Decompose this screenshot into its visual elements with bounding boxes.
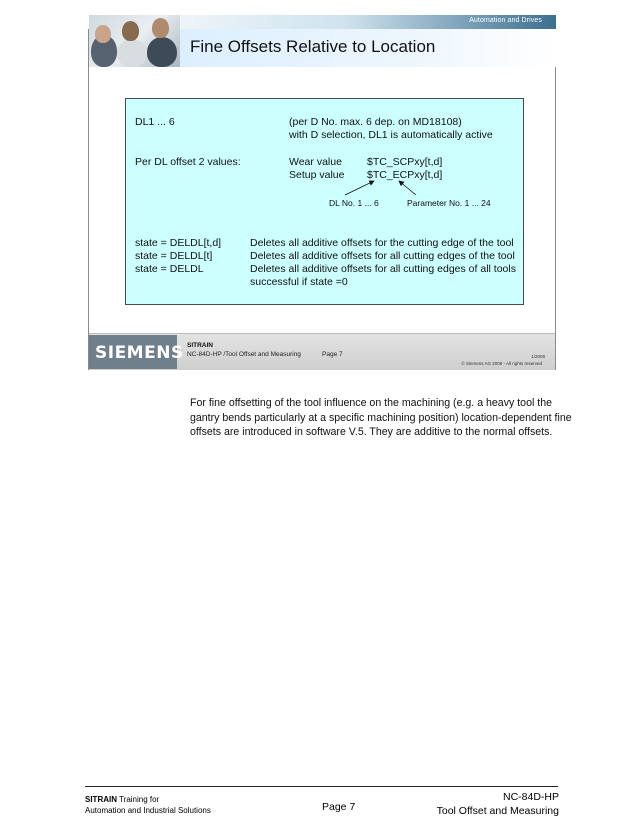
notes-line-1: For fine offsetting of the tool influence on the machining (e.g. a heavy tool the	[190, 397, 552, 409]
dl-description-1: (per D No. max. 6 dep. on MD18108)	[289, 116, 462, 128]
slide-footer-copyright: © Siemens AG 2008 - All rights reserved	[461, 361, 542, 366]
setup-label: Setup value	[289, 169, 345, 181]
state-row-3-description: Deletes all additive offsets for all cutting edges of all tools	[250, 263, 516, 275]
wear-variable: $TC_SCPxy[t,d]	[367, 156, 443, 168]
success-note: successful if state =0	[250, 276, 348, 288]
notes-line-2: gantry bends particularly at a specific machining position) location-dependent fine	[190, 411, 572, 424]
sitrain-label: SITRAIN	[187, 342, 213, 349]
course-title: Tool Offset and Measuring	[436, 805, 559, 817]
slide-footer-course: NC-84D-HP /Tool Offset and Measuring	[187, 351, 301, 358]
page-number: Page 7	[322, 801, 356, 813]
dl-label: DL1 ... 6	[135, 116, 175, 128]
page-footer-rule	[85, 786, 558, 787]
page-footer-sitrain-bold: SITRAIN	[85, 795, 117, 804]
siemens-logo: SIEMENS	[95, 343, 184, 363]
state-row-1-description: Deletes all additive offsets for the cutting edge of the tool	[250, 237, 514, 249]
slide-footer-date: 1/2008	[531, 354, 545, 359]
page-footer-training-for: Training for	[117, 795, 160, 804]
state-row-2-command: state = DELDL[t]	[135, 250, 213, 262]
brand-tagline: Automation and Drives	[469, 17, 542, 24]
slide-footer-page: Page 7	[322, 351, 343, 358]
wear-label: Wear value	[289, 156, 342, 168]
slide-title: Fine Offsets Relative to Location	[190, 37, 436, 56]
page-footer-automation: Automation and Industrial Solutions	[85, 806, 211, 815]
state-row-2-description: Deletes all additive offsets for all cutting edges of the tool	[250, 250, 515, 262]
content-panel	[125, 98, 524, 305]
page-footer-sitrain	[85, 795, 159, 804]
offset-label: Per DL offset 2 values:	[135, 156, 241, 168]
dl-number-note: DL No. 1 ... 6	[329, 198, 379, 208]
notes-line-3: offsets are introduced in software V.5. They are additive to the normal offsets.	[190, 426, 553, 438]
course-code: NC-84D-HP	[502, 791, 559, 803]
dl-description-2: with D selection, DL1 is automatically active	[289, 129, 493, 141]
notes-text	[190, 396, 572, 440]
state-row-3-command: state = DELDL	[135, 263, 204, 275]
setup-variable: $TC_ECPxy[t,d]	[367, 169, 443, 181]
header-photo	[89, 15, 180, 67]
state-row-1-command: state = DELDL[t,d]	[135, 237, 222, 249]
parameter-number-note: Parameter No. 1 ... 24	[407, 198, 491, 208]
